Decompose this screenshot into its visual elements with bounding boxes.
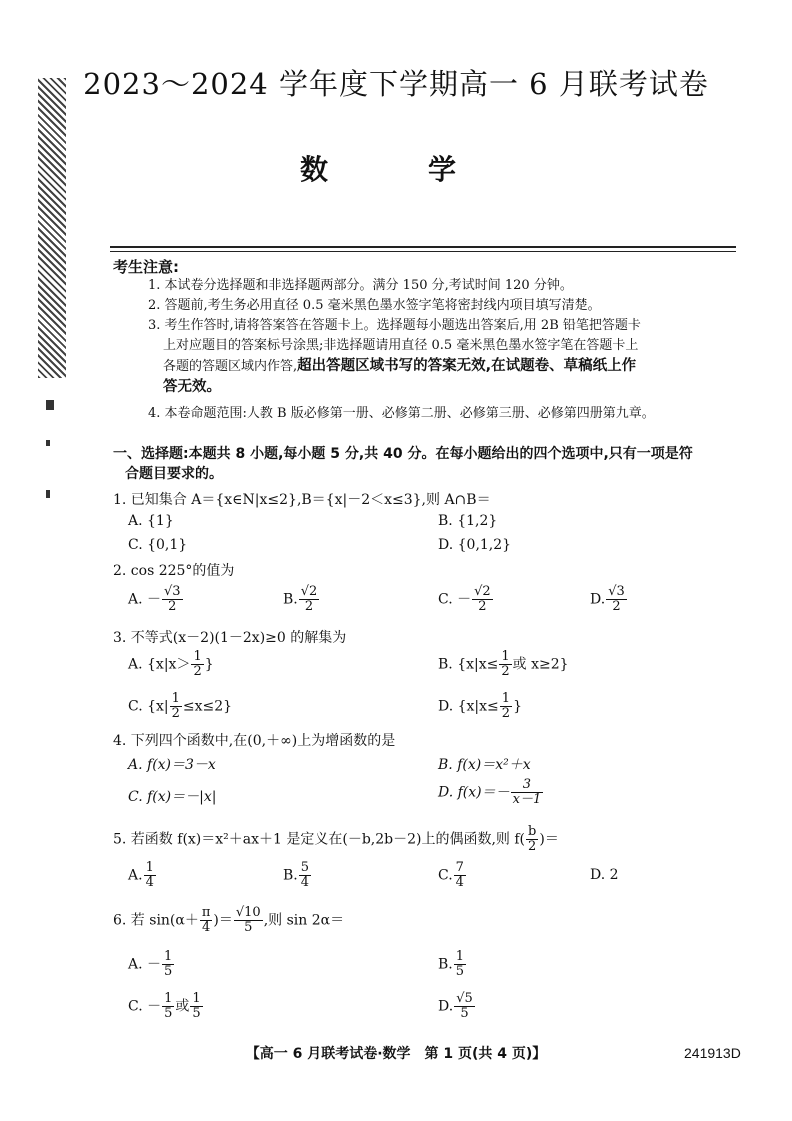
q4-option-c: C. f(x)＝－|x|: [128, 789, 217, 805]
section-heading: [113, 444, 743, 484]
divider: [110, 246, 736, 248]
note-emphasis: 答无效。: [163, 379, 221, 395]
q2-option-a: A. － $\frac{√3}{2}$: [128, 584, 181, 614]
q5-option-b: B. $\frac{5}{4}$: [283, 860, 310, 890]
question-1-stem: 1. 已知集合 A＝{x∈N|x≤2},B＝{x|－2＜x≤3},则 A∩B＝: [113, 492, 491, 508]
note-item: 上对应题目的答案标号涂黑;非选择题请用直径 0.5 毫米黑色墨水签字笔在答题卡上: [163, 338, 639, 353]
q2-option-d: D. $\frac{√3}{2}$: [590, 584, 625, 614]
divider: [110, 251, 736, 252]
q6-option-a: A. － $\frac{1}{5}$: [128, 949, 173, 979]
question-4-stem: 4. 下列四个函数中,在(0,＋∞)上为增函数的是: [113, 733, 396, 749]
q1-option-d: D. {0,1,2}: [438, 537, 512, 553]
q1-option-a: A. {1}: [128, 513, 174, 529]
q3-option-d: D. {x|x≤ $\frac{1}{2}$ }: [438, 691, 522, 721]
binding-pattern: [38, 78, 66, 378]
q4-option-d: D. f(x)＝－ $\frac{3}{x-1}$: [438, 777, 542, 807]
question-5-stem: 5. 若函数 f(x)＝x²＋ax＋1 是定义在(－b,2b－2)上的偶函数,则 f( $\frac{b}{2}$ )＝: [113, 824, 559, 854]
q6-option-b: B. $\frac{1}{5}$: [438, 949, 465, 979]
binding-mark: [46, 400, 54, 410]
note-emphasis: 超出答题区域书写的答案无效,在试题卷、草稿纸上作: [297, 358, 637, 374]
q5-option-a: A. $\frac{1}{4}$: [128, 860, 154, 890]
q5-option-c: C. $\frac{7}{4}$: [438, 860, 464, 890]
q3-option-b: B. {x|x≤ $\frac{1}{2}$ 或 x≥2}: [438, 649, 569, 679]
paper-code: 241913D: [684, 1045, 741, 1061]
q1-option-b: B. {1,2}: [438, 513, 498, 529]
section-line: 一、选择题:本题共 8 小题,每小题 5 分,共 40 分。在每小题给出的四个选项中,只有一项是符: [113, 446, 693, 462]
q6-option-c: C. － $\frac{1}{5}$ 或 $\frac{1}{5}$: [128, 991, 201, 1021]
notes-heading: 考生注意:: [113, 258, 179, 276]
q6-option-d: D. $\frac{√5}{5}$: [438, 991, 473, 1021]
binding-mark: [46, 490, 50, 498]
q4-option-a: A. f(x)＝3－x: [128, 757, 216, 773]
subject-title: 数 学: [299, 153, 492, 186]
q1-option-c: C. {0,1}: [128, 537, 188, 553]
note-item: 3. 考生作答时,请将答案答在答题卡上。选择题每小题选出答案后,用 2B 铅笔把答题卡: [148, 318, 641, 333]
note-item: 各题的答题区域内作答,: [163, 359, 298, 374]
page-footer: 【高一 6 月联考试卷·数学 第 1 页(共 4 页)】: [245, 1046, 547, 1062]
q2-option-c: C. － $\frac{√2}{2}$: [438, 584, 491, 614]
note-item: 1. 本试卷分选择题和非选择题两部分。满分 150 分,考试时间 120 分钟。: [148, 278, 573, 293]
q5-option-d: D. 2: [590, 867, 619, 883]
q3-option-a: A. {x|x＞ $\frac{1}{2}$ }: [128, 649, 214, 679]
q4-option-b: B. f(x)＝x²＋x: [438, 757, 531, 773]
note-item: 2. 答题前,考生务必用直径 0.5 毫米黑色墨水签字笔将密封线内项目填写清楚。: [148, 298, 601, 313]
question-6-stem: 6. 若 sin(α＋ $\frac{\pi}{4}$ )＝ $\frac{√10}{5}$ ,则 sin 2α＝: [113, 905, 345, 935]
q3-option-c: C. {x| $\frac{1}{2}$ ≤x≤2}: [128, 691, 233, 721]
section-line: 合题目要求的。: [125, 466, 223, 482]
binding-mark: [46, 440, 50, 446]
q2-option-b: B. $\frac{√2}{2}$: [283, 584, 318, 614]
note-item: 4. 本卷命题范围:人教 B 版必修第一册、必修第二册、必修第三册、必修第四册第九章。: [148, 406, 655, 421]
question-2-stem: 2. cos 225°的值为: [113, 563, 235, 579]
question-3-stem: 3. 不等式(x－2)(1－2x)≥0 的解集为: [113, 630, 347, 646]
exam-title: 2023～2024 学年度下学期高一 6 月联考试卷: [83, 67, 709, 101]
